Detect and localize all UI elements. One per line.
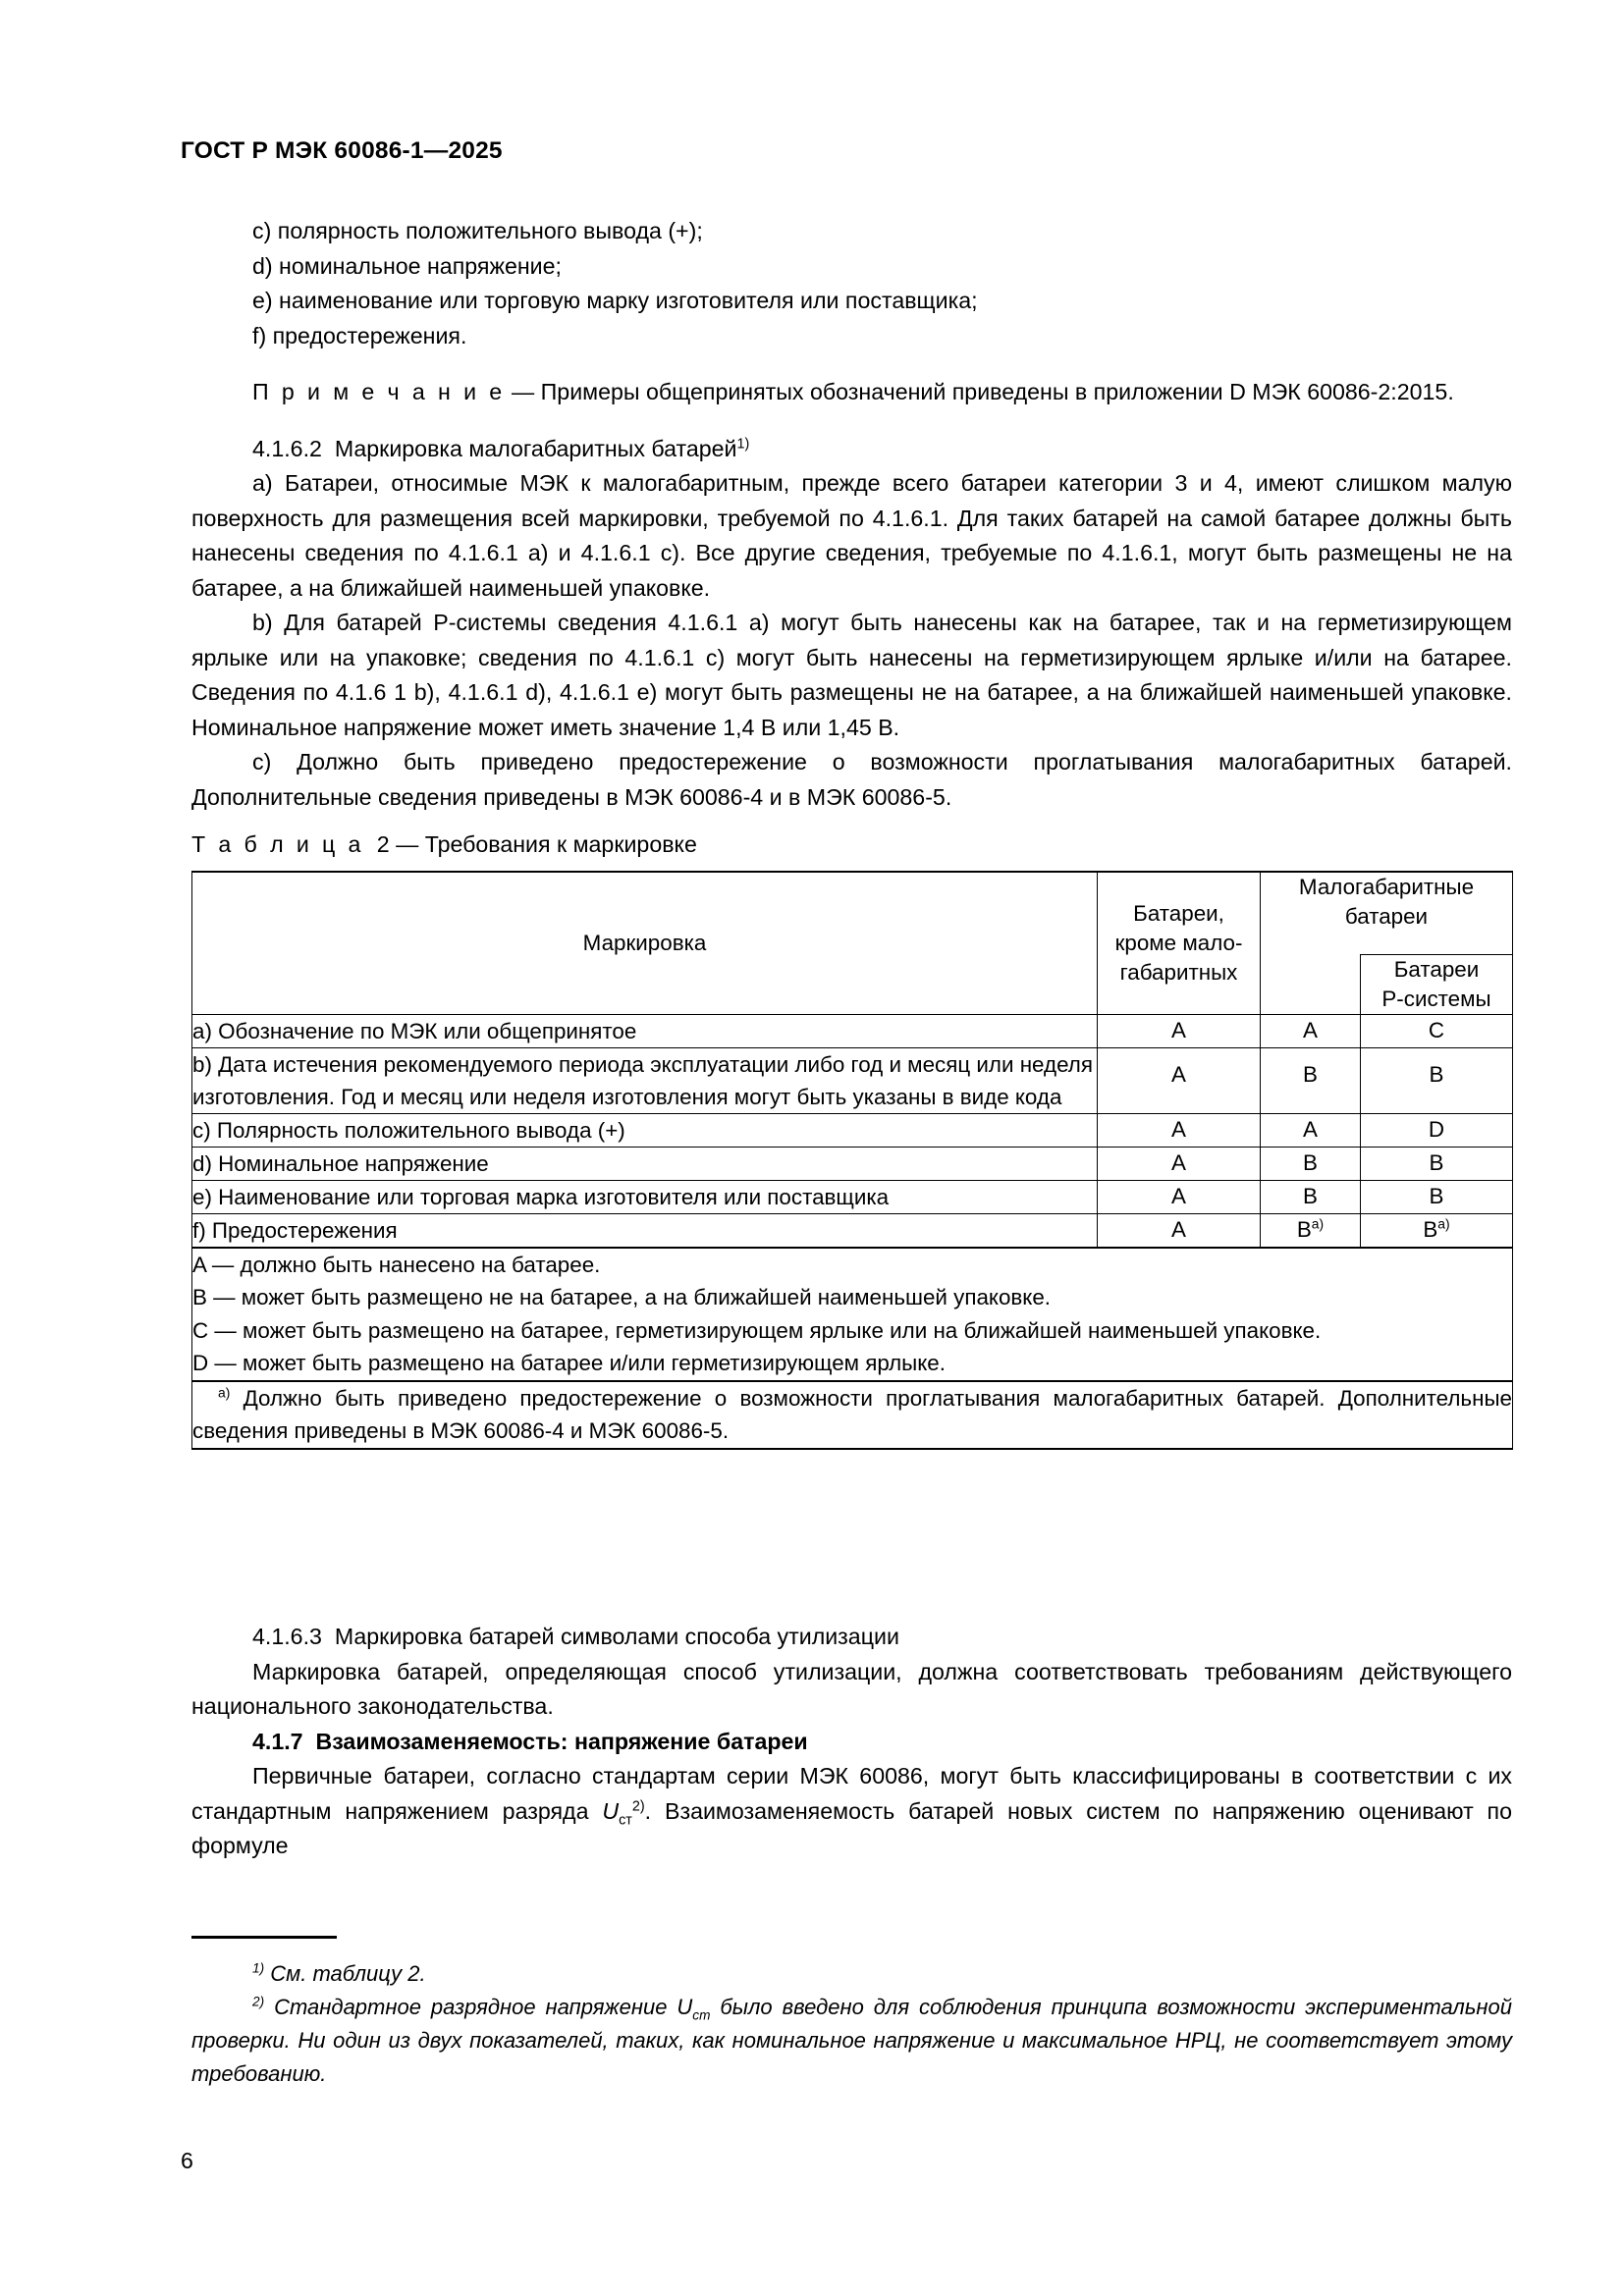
header-batteries-except-miniature (1098, 872, 1261, 1014)
symbol-u-footnote-ref: 2) (631, 1797, 645, 1814)
header-miniature-batteries-group (1261, 872, 1513, 954)
row-4-col3 (1361, 1180, 1513, 1213)
footnote-2-symbol-u: U (677, 1995, 693, 2019)
heading-4-1-7-number: 4.1.7 (252, 1728, 303, 1754)
row-5-label: f) Предостережения (192, 1213, 1098, 1248)
table-caption-number: 2 (376, 831, 390, 857)
row-1-label: b) Дата истечения рекомендуемого периода эксплуатации либо год и месяц или неделя изготовления. Год и месяц или неделя изготовления могут быть указаны в виде кода (192, 1047, 1098, 1113)
row-2-label: c) Полярность положительного вывода (+) (192, 1113, 1098, 1147)
table-body (192, 1014, 1513, 1449)
table-caption-text: Требования к маркировке (424, 831, 697, 857)
table-footnote-text: Должно быть приведено предостережение о возможности проглатывания малогабаритных батарей. Дополнительные сведения приведены в МЭК 60086-4 и МЭК 60086-5. (192, 1385, 1512, 1443)
content-upper (191, 214, 1512, 815)
note-dash: — (505, 379, 541, 404)
header-miniature-line1: Малогабаритные (1298, 875, 1475, 899)
row-4-col2-value: B (1303, 1184, 1318, 1208)
footnote-2-part2: было введено для соблюдения принципа возможности экспериментальной проверки. Ни один из двух показателей, таких, как номинальное напряжение и максимальное НРЦ, не соответствует этому требованию. (191, 1995, 1512, 2086)
row-5-col3-sup: a) (1437, 1215, 1450, 1232)
row-0-label: a) Обозначение по МЭК или общепринятое (192, 1014, 1098, 1047)
header-miniature-blank-spacer (1261, 954, 1361, 1014)
paragraph-4-1-6-2-c: c) Должно быть приведено предостережение о возможности проглатывания малогабаритных батарей. Дополнительные сведения приведены в МЭК 60086-4 и в МЭК 60086-5. (191, 749, 1512, 810)
row-3-col2 (1261, 1147, 1361, 1180)
legend-item-a: A — должно быть нанесено на батарее. (192, 1252, 601, 1277)
spacer (191, 353, 1512, 375)
heading-4-1-6-2 (191, 432, 1512, 467)
table-legend (192, 1248, 1513, 1381)
header-p-system-line2: Р-системы (1381, 986, 1491, 1011)
footnote-1-marker: 1) (252, 1960, 265, 1976)
header-p-system-batteries (1361, 954, 1513, 1014)
table-row (192, 1014, 1513, 1047)
header-p-system-line1: Батареи (1393, 956, 1480, 982)
paragraph-4-1-7 (191, 1759, 1512, 1864)
row-5-col2 (1261, 1213, 1361, 1248)
row-2-col1: A (1098, 1113, 1261, 1147)
spacer (191, 410, 1512, 432)
heading-4-1-6-2-text: Маркировка малогабаритных батарей (334, 435, 737, 461)
legend-item-c: C — может быть размещено на батарее, герметизирующем ярлыке или на ближайшей наименьшей упаковке. (192, 1317, 1322, 1343)
content-lower (191, 1620, 1512, 1864)
heading-4-1-7 (191, 1725, 1512, 1760)
row-4-col1: A (1098, 1180, 1261, 1213)
row-4-col2 (1261, 1180, 1361, 1213)
row-0-col2 (1261, 1014, 1361, 1047)
table-row (192, 1047, 1513, 1113)
symbol-u-standard: U (602, 1797, 620, 1824)
row-3-col2-value: B (1303, 1150, 1318, 1175)
list-item-f: f) предостережения. (252, 322, 467, 348)
paragraph-4-1-6-3: Маркировка батарей, определяющая способ утилизации, должна соответствовать требованиям действующего национального законодательства. (191, 1658, 1512, 1719)
paragraph-4-1-7-part1: Первичные батареи, согласно стандартам серии МЭК 60086, могут быть классифицированы в соответствии с их стандартным напряжением разряда (191, 1763, 1512, 1824)
paragraph-4-1-6-2-a: a) Батареи, относимые МЭК к малогабаритным, прежде всего батареи категории 3 и 4, имеют слишком малую поверхность для размещения всей маркировки, требуемой по 4.1.6.1. Для таких батарей на самой батарее должны быть нанесены сведения по 4.1.6.1 a) и 4.1.6.1 c). Все другие сведения, требуемые по 4.1.6.1, могут быть размещены не на батарее, а на ближайшей наименьшей упаковке. (191, 470, 1512, 601)
table-footnote-paragraph (192, 1382, 1512, 1448)
header-marking: Маркировка (192, 872, 1098, 1014)
table-row (192, 1113, 1513, 1147)
footnote-2-marker: 2) (252, 1994, 265, 2009)
table-row (192, 1213, 1513, 1248)
table-header-row-1 (192, 872, 1513, 954)
note-text: Примеры общепринятых обозначений приведены в приложении D МЭК 60086-2:2015. (540, 379, 1454, 404)
list-item-e: e) наименование или торговую марку изготовителя или поставщика; (252, 288, 978, 313)
row-4-col3-value: B (1429, 1184, 1444, 1208)
row-2-col3 (1361, 1113, 1513, 1147)
footnote-separator-rule (191, 1936, 337, 1939)
legend-item-b: B — может быть размещено не на батарее, а на ближайшей наименьшей упаковке. (192, 1285, 1052, 1309)
footnote-2-part1: Стандартное разрядное напряжение (274, 1995, 677, 2019)
row-0-col2-value: A (1303, 1018, 1318, 1042)
header-miniature-line2: батареи (1344, 904, 1429, 929)
legend-item-d: D — может быть размещено на батарее и/или герметизирующем ярлыке. (192, 1351, 946, 1375)
heading-4-1-7-text: Взаимозаменяемость: напряжение батареи (315, 1728, 808, 1754)
row-1-col3-value: B (1429, 1061, 1444, 1087)
table-row (192, 1180, 1513, 1213)
row-0-col3-value: C (1428, 1018, 1445, 1042)
row-3-col3-value: B (1429, 1150, 1444, 1175)
row-1-col1: A (1098, 1047, 1261, 1113)
table-legend-row (192, 1248, 1513, 1381)
row-5-col2-value: B (1296, 1217, 1312, 1242)
table-footnote (192, 1381, 1513, 1449)
list-item-d: d) номинальное напряжение; (252, 252, 562, 279)
row-0-col1: A (1098, 1014, 1261, 1047)
symbol-u-subscript: ст (619, 1812, 632, 1829)
row-5-col3-value: B (1423, 1217, 1438, 1242)
note-label: П р и м е ч а н и е (252, 379, 506, 404)
table-row (192, 1147, 1513, 1180)
heading-4-1-6-2-footnote-ref: 1) (736, 435, 750, 452)
page-footnotes (191, 1957, 1512, 2091)
heading-4-1-6-3 (191, 1620, 1512, 1655)
row-0-col3 (1361, 1014, 1513, 1047)
row-3-col1: A (1098, 1147, 1261, 1180)
row-4-label: e) Наименование или торговая марка изготовителя или поставщика (192, 1180, 1098, 1213)
row-3-col3 (1361, 1147, 1513, 1180)
row-2-col2 (1261, 1113, 1361, 1147)
row-2-col3-value: D (1428, 1117, 1445, 1142)
table-caption-label: Т а б л и ц а (191, 831, 364, 857)
row-1-col2-value: B (1303, 1061, 1318, 1087)
footnote-2 (191, 1991, 1512, 2091)
row-2-col2-value: A (1303, 1117, 1318, 1142)
paragraph-4-1-6-2-b: b) Для батарей Р-системы сведения 4.1.6.1 a) могут быть нанесены как на батарее, так и на герметизирующем ярлыке или на упаковке; сведения по 4.1.6.1 c) могут быть нанесены на герметизирующем ярлыке и/или на батарее. Сведения по 4.1.6 1 b), 4.1.6.1 d), 4.1.6.1 e) могут быть размещены не на батарее, а на ближайшей наименьшей упаковке. Номинальное напряжение может иметь значение 1,4 В или 1,45 В. (191, 610, 1512, 740)
row-1-col3 (1361, 1047, 1513, 1113)
page-number: 6 (181, 2148, 193, 2173)
paragraph-4-1-7-part2: . Взаимозаменяемость батарей новых систем по напряжению оценивают по формуле (191, 1797, 1513, 1858)
row-5-col3 (1361, 1213, 1513, 1248)
footnote-2-symbol-subscript: ст (692, 2007, 711, 2023)
footnote-1 (191, 1957, 1512, 1991)
table-footnote-marker: a) (218, 1384, 231, 1401)
header-batteries-except-line1: Батареи, (1133, 900, 1224, 926)
note-paragraph (191, 375, 1512, 410)
table-caption (191, 831, 697, 858)
table-head (192, 872, 1513, 1014)
list-item-c: c) полярность положительного вывода (+); (252, 218, 703, 243)
row-5-col2-sup: a) (1311, 1215, 1325, 1232)
marking-requirements-table (191, 871, 1513, 1450)
row-1-col2 (1261, 1047, 1361, 1113)
table-footnote-row (192, 1381, 1513, 1449)
heading-4-1-6-2-number: 4.1.6.2 (252, 435, 322, 461)
footnote-1-text: См. таблицу 2. (270, 1961, 426, 1986)
heading-4-1-6-3-number: 4.1.6.3 (252, 1624, 322, 1649)
table-caption-dash: — (389, 831, 425, 857)
heading-4-1-6-3-text: Маркировка батарей символами способа утилизации (334, 1624, 899, 1649)
header-batteries-except-line2: кроме мало- (1114, 930, 1243, 955)
document-header-standard-id: ГОСТ Р МЭК 60086-1—2025 (181, 137, 503, 164)
header-batteries-except-line3: габаритных (1119, 959, 1238, 985)
row-5-col1: A (1098, 1213, 1261, 1248)
row-3-label: d) Номинальное напряжение (192, 1147, 1098, 1180)
